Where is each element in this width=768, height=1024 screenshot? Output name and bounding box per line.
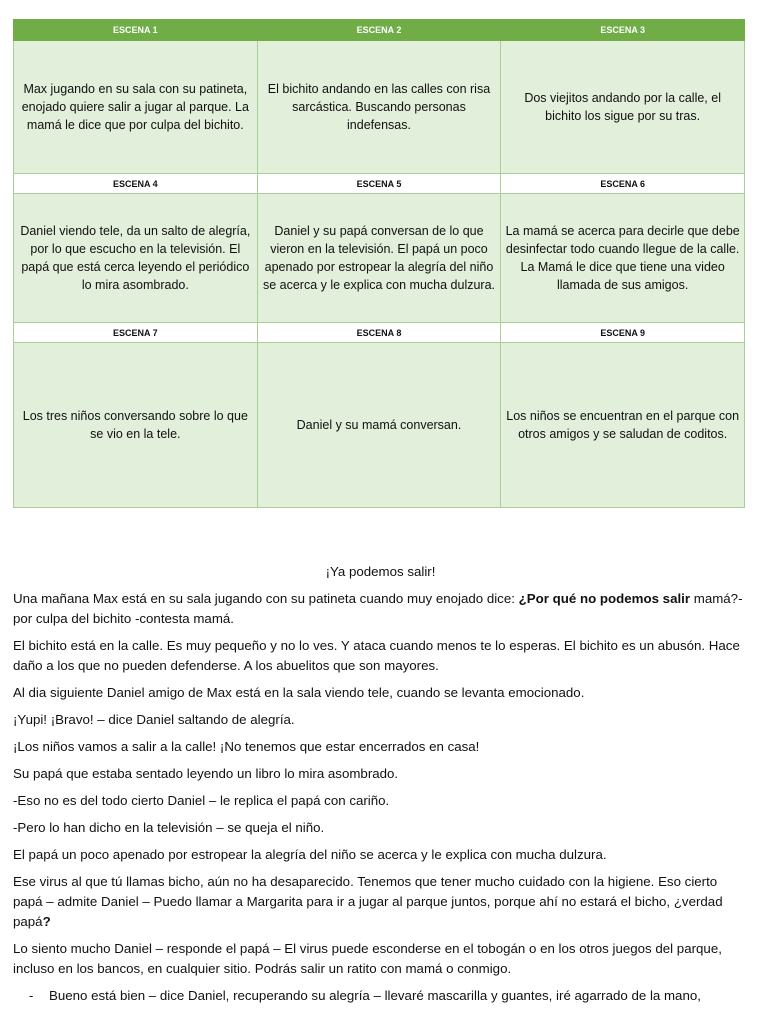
scene-4-label: ESCENA 4	[14, 174, 258, 194]
scene-body-row-2	[14, 194, 745, 323]
story-paragraph-9: El papá un poco apenado por estropear la alegría del niño se acerca y le explica con mucha dulzura.	[13, 847, 607, 862]
story-paragraph-8: -Pero lo han dicho en la televisión – se queja el niño.	[13, 820, 325, 835]
scene-9-text: Los niños se encuentran en el parque con otros amigos y se saludan de coditos.	[501, 343, 745, 508]
story-paragraph-4: ¡Yupi! ¡Bravo! – dice Daniel saltando de alegría.	[13, 712, 295, 727]
story-paragraph-1-end: mamá?- por culpa del bichito -contesta mamá.	[13, 591, 743, 626]
scene-body-row-3	[14, 343, 745, 508]
scene-1-label: ESCENA 1	[14, 20, 258, 41]
story-paragraph-1	[13, 589, 748, 629]
scene-2-text: El bichito andando en las calles con risa sarcástica. Buscando personas indefensas.	[257, 41, 501, 174]
story-paragraph-3: Al dia siguiente Daniel amigo de Max está en la sala viendo tele, cuando se levanta emocionado.	[13, 685, 585, 700]
scene-header-row-3	[14, 323, 745, 343]
scene-8-text: Daniel y su mamá conversan.	[257, 343, 501, 508]
scene-header-row-2	[14, 174, 745, 194]
scene-4-text: Daniel viendo tele, da un salto de alegría, por lo que escucho en la televisión. El papá que está cerca leyendo el periódico lo mira asombrado.	[14, 194, 258, 323]
story-paragraph-2: El bichito está en la calle. Es muy pequeño y no lo ves. Y ataca cuando menos te lo esperas. El bichito es un abusón. Hace daño a los que no pueden defenderse. A los abuelitos que son mayores.	[13, 638, 740, 673]
story-paragraph-1-bold: ¿Por qué no podemos salir	[514, 591, 691, 606]
story-paragraph-11: Lo siento mucho Daniel – responde el papá – El virus puede esconderse en el tobogán o en los otros juegos del parque, incluso en los bancos, en cualquier sitio. Podrás salir un ratito con mamá o conmigo.	[13, 941, 722, 976]
story-paragraph-7: -Eso no es del todo cierto Daniel – le replica el papá con cariño.	[13, 793, 390, 808]
scene-5-text: Daniel y su papá conversan de lo que vieron en la televisión. El papá un poco apenado por estropear la alegría del niño se acerca y le explica con mucha dulzura.	[257, 194, 501, 323]
story-list	[13, 986, 748, 1006]
story-paragraph-6: Su papá que estaba sentado leyendo un libro lo mira asombrado.	[13, 766, 399, 781]
scenes-table	[13, 19, 745, 508]
story-paragraph-10-bold: ?	[42, 914, 51, 929]
scene-3-text: Dos viejitos andando por la calle, el bichito los sigue por su tras.	[501, 41, 745, 174]
scene-7-label: ESCENA 7	[14, 323, 258, 343]
story-text	[13, 562, 748, 1006]
scene-1-text: Max jugando en su sala con su patineta, enojado quiere salir a jugar al parque. La mamá le dice que por culpa del bichito.	[14, 41, 258, 174]
story-paragraph-10-text: Ese virus al que tú llamas bicho, aún no ha desaparecido. Tenemos que tener mucho cuidado con la higiene. Eso cierto papá – admite Daniel – Puedo llamar a Margarita para ir a jugar al parque juntos, porque ahí no estará el bicho, ¿verdad papá	[13, 874, 723, 929]
scene-5-label: ESCENA 5	[257, 174, 501, 194]
scene-8-label: ESCENA 8	[257, 323, 501, 343]
scene-7-text: Los tres niños conversando sobre lo que se vio en la tele.	[14, 343, 258, 508]
scene-body-row-1	[14, 41, 745, 174]
scene-6-label: ESCENA 6	[501, 174, 745, 194]
story-title: ¡Ya podemos salir!	[325, 564, 436, 579]
scene-2-label: ESCENA 2	[257, 20, 501, 41]
story-paragraph-1-start: Una mañana Max está en su sala jugando con su patineta cuando muy enojado dice:	[13, 591, 515, 606]
scene-9-label: ESCENA 9	[501, 323, 745, 343]
scene-6-text: La mamá se acerca para decirle que debe desinfectar todo cuando llegue de la calle. La Mamá le dice que tiene una video llamada de sus amigos.	[501, 194, 745, 323]
scene-3-label: ESCENA 3	[501, 20, 745, 41]
scene-header-row-1	[14, 20, 745, 41]
story-list-item-1: - Bueno está bien – dice Daniel, recuperando su alegría – llevaré mascarilla y guantes, iré agarrado de la mano,	[49, 986, 748, 1006]
story-paragraph-10	[13, 872, 748, 932]
story-paragraph-5: ¡Los niños vamos a salir a la calle! ¡No tenemos que estar encerrados en casa!	[13, 739, 480, 754]
